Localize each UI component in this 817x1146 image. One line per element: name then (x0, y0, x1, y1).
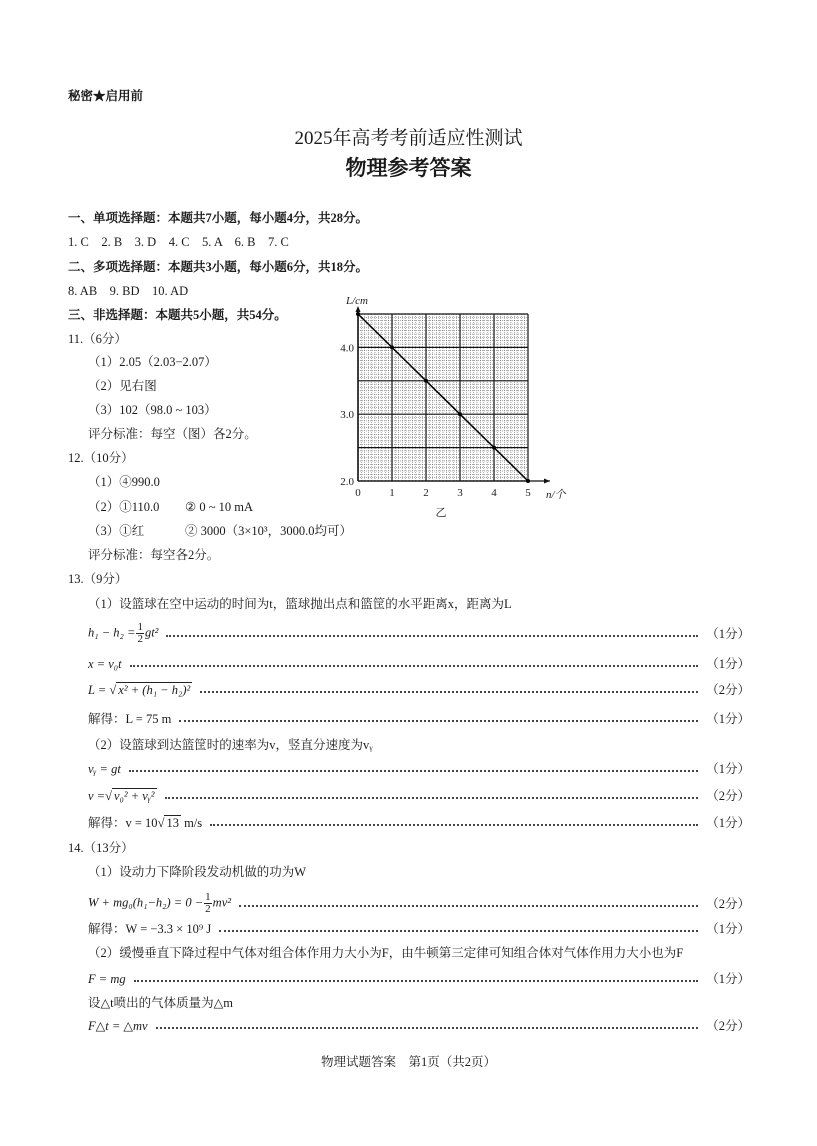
data-point (356, 312, 360, 316)
leader-dots (210, 824, 698, 826)
score: （2分） (706, 896, 750, 911)
q14-part1: （1）设动力下降阶段发动机做的功为W (88, 865, 307, 879)
section-1-heading: 一、单项选择题：本题共7小题，每小题4分，共28分。 (68, 211, 369, 225)
leader-dots (156, 1027, 699, 1029)
q13-title: 13.（9分） (68, 572, 128, 586)
formula-part: L = (88, 683, 107, 697)
section-3-heading: 三、非选择题：本题共5小题，共54分。 (68, 308, 287, 322)
doc-subtitle: 物理参考答案 (345, 156, 472, 180)
page-footer: 物理试题答案 第1页（共2页） (320, 1055, 496, 1069)
y-tick-label: 3.0 (340, 409, 354, 422)
q13-part1: （1）设篮球在空中运动的时间为t，篮球抛出点和篮筐的水平距离x，距离为L (88, 597, 512, 611)
formula-part: 1 (137, 621, 143, 633)
q14-title: 14.（13分） (68, 841, 134, 855)
leader-dots (219, 930, 698, 932)
chart-caption: 乙 (435, 507, 447, 519)
y-tick-label: 2.0 (340, 476, 354, 488)
score: （2分） (706, 683, 750, 697)
x-tick-label: 1 (389, 487, 395, 499)
formula-row (88, 921, 750, 937)
q12-answer-3a: （3）①红 (88, 524, 145, 538)
x-tick-label: 2 (423, 487, 429, 499)
leader-dots (166, 635, 698, 637)
q12-answer-3b: ② 3000（3×10³，3000.0均可） (185, 524, 353, 538)
leader-dots (165, 797, 699, 799)
section-2-answers: 8. AB 9. BD 10. AD (68, 284, 189, 298)
x-axis-arrow-icon (544, 479, 550, 484)
q11-grading: 评分标准：每空（图）各2分。 (88, 427, 257, 441)
x-axis-label: n/个 (546, 489, 566, 501)
formula-part: mv² (212, 895, 231, 910)
formula-row (88, 788, 750, 804)
formula: F△t = △mv (88, 1019, 148, 1033)
q12-answer-2a: （2）①110.0 (88, 500, 160, 514)
y-tick-label: 4.0 (340, 342, 354, 355)
formula-row (88, 682, 750, 698)
formula: 解得：v = 10√ 13 m/s (88, 816, 203, 830)
q12-title: 12.（10分） (68, 451, 134, 465)
formula: x = v₀t (88, 657, 122, 671)
q11-title: 11.（6分） (68, 332, 127, 346)
formula-row (88, 761, 750, 777)
q12-answer-2b: ② 0 ~ 10 mA (185, 500, 253, 514)
formula (88, 892, 231, 915)
formula-part: x² + (h₁ − h₂)² (118, 683, 191, 697)
formula-row (88, 815, 750, 831)
formula-part: gt² (144, 625, 159, 640)
formula: 解得：L = 75 m (88, 712, 172, 726)
chart-l-vs-n (330, 295, 600, 525)
section-2-heading: 二、多项选择题：本题共3小题，每小题6分，共18分。 (68, 260, 369, 274)
formula-part: 2 (205, 903, 211, 915)
doc-title: 2025年高考考前适应性测试 (294, 128, 523, 149)
formula-part: 1 (205, 891, 211, 903)
q12-answer-1: （1）④990.0 (88, 475, 160, 489)
q11-answer-1: （1）2.05（2.03−2.07） (88, 355, 217, 369)
formula-row (88, 1018, 750, 1034)
q14-part2: （2）缓慢垂直下降过程中气体对组合体作用力大小为F，由牛顿第三定律可知组合体对气体作用力大小也为F (88, 946, 684, 960)
score: （1分） (706, 762, 750, 776)
secret-label: 秘密★启用前 (68, 89, 144, 103)
score: （2分） (706, 1019, 750, 1033)
data-point (390, 345, 394, 349)
x-tick-label: 0 (355, 487, 361, 499)
formula: v =√ v₀² + vᵧ² (88, 789, 155, 803)
data-point (458, 412, 462, 416)
formula-part: 解得：v = 10 (88, 816, 158, 830)
score: （1分） (706, 922, 750, 936)
x-tick-label: 5 (525, 487, 531, 499)
data-point (492, 446, 496, 450)
formula-part: h₁ − h₂ = (88, 625, 136, 640)
formula: F = mg (88, 972, 126, 986)
formula-part: 2 (137, 633, 143, 645)
leader-dots (239, 905, 698, 907)
formula-part: v₀² + vᵧ² (113, 789, 155, 803)
section-1-answers: 1. C 2. B 3. D 4. C 5. A 6. B 7. C (68, 235, 289, 249)
formula-row (88, 971, 750, 987)
formula-part: v = (88, 789, 106, 803)
formula-row (88, 892, 750, 915)
formula-part: 13 (166, 816, 179, 830)
leader-dots (200, 691, 698, 693)
formula-row (88, 656, 750, 672)
formula: L = √ x² + (h₁ − h₂)² (88, 683, 191, 697)
leader-dots (129, 770, 698, 772)
score: （1分） (706, 816, 750, 830)
formula-part: W + mg₀(h₁−h₂) = 0 − (88, 895, 204, 910)
leader-dots (134, 980, 699, 982)
score: （1分） (706, 626, 750, 641)
y-axis-label: L/cm (346, 295, 368, 307)
formula-row (88, 622, 750, 645)
leader-dots (179, 720, 698, 722)
score: （1分） (706, 972, 750, 986)
q14-part3: 设△t喷出的气体质量为△m (88, 996, 233, 1010)
score: （1分） (706, 657, 750, 671)
formula: 解得：W = −3.3 × 10⁹ J (88, 922, 212, 936)
formula-part: m/s (180, 816, 203, 830)
score: （1分） (706, 712, 750, 726)
x-tick-label: 3 (457, 487, 463, 499)
formula (88, 622, 158, 645)
q13-part2: （2）设篮球到达篮筐时的速率为v，竖直分速度为vᵧ (88, 738, 373, 752)
x-tick-label: 4 (491, 487, 497, 499)
q11-answer-3: （3）102（98.0 ~ 103） (88, 403, 217, 417)
leader-dots (130, 665, 699, 667)
score: （2分） (706, 789, 750, 803)
formula-row (88, 711, 750, 727)
data-point (526, 479, 530, 483)
q12-grading: 评分标准：每空各2分。 (88, 548, 220, 562)
data-point (424, 379, 428, 383)
formula: vᵧ = gt (88, 762, 121, 776)
q11-answer-2: （2）见右图 (88, 379, 157, 393)
